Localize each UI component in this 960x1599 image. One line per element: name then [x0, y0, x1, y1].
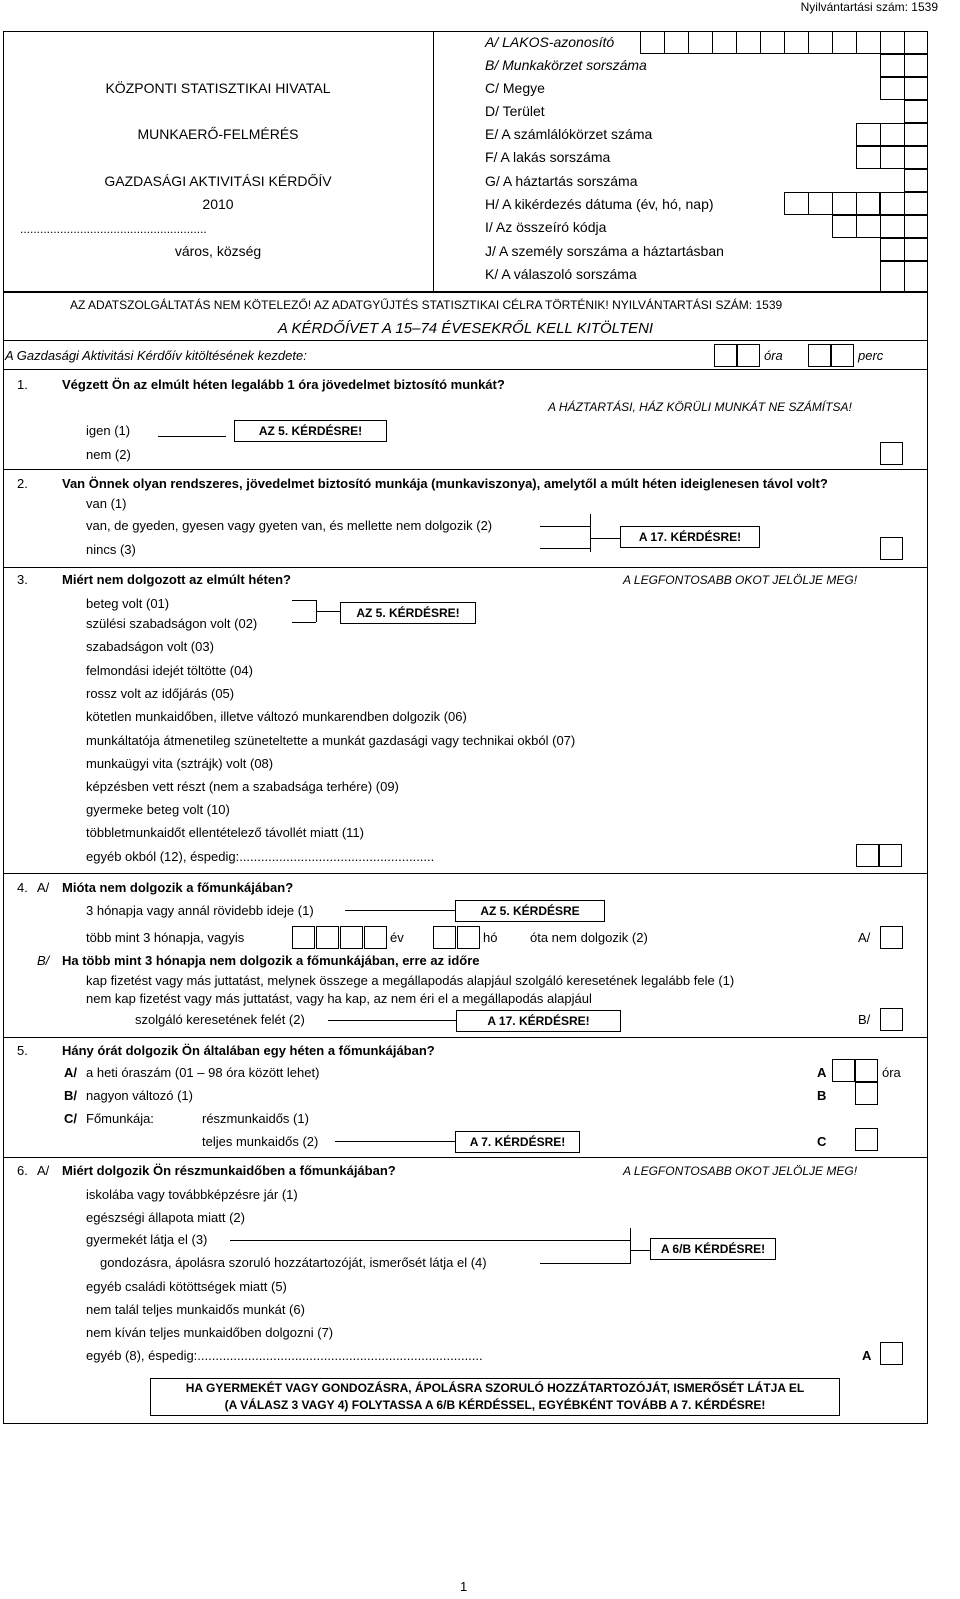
q5-code-a: A	[817, 1065, 827, 1080]
q5-option-c: Főmunkája:	[86, 1111, 154, 1126]
form-name: GAZDASÁGI AKTIVITÁSI KÉRDŐÍV	[104, 173, 332, 189]
q6-option-1: iskolába vagy továbbképzésre jár (1)	[86, 1187, 298, 1202]
q6-option-8: egyéb (8), éspedig:...............................................................................	[86, 1348, 483, 1363]
q3-jump: AZ 5. KÉRDÉSRE!	[340, 602, 476, 624]
id-f-label: F/ A lakás sorszáma	[485, 149, 611, 165]
q3-option-11: többletmunkaidőt ellentételező távollét miatt (11)	[86, 825, 364, 840]
q4-year-label: év	[390, 930, 404, 945]
q6-option-2: egészségi állapota miatt (2)	[86, 1210, 245, 1225]
q4-answer-box-a[interactable]	[880, 926, 903, 949]
q4-part-a: A/	[37, 880, 50, 895]
q4-answer-box-b[interactable]	[880, 1008, 903, 1031]
q6-option-3: gyermekét látja el (3)	[86, 1232, 208, 1247]
q5-option-c1: részmunkaidős (1)	[202, 1111, 309, 1126]
q5-number: 5.	[17, 1043, 28, 1058]
start-hour-box-2[interactable]	[737, 344, 760, 367]
q4-year-box-1[interactable]	[292, 926, 315, 949]
q5-code-b: B	[817, 1088, 827, 1103]
start-minute-box-2[interactable]	[831, 344, 854, 367]
q3-answer-box-1[interactable]	[856, 844, 879, 867]
id-g-label: G/ A háztartás sorszáma	[485, 173, 638, 189]
notice: AZ ADATSZOLGÁLTATÁS NEM KÖTELEZŐ! AZ ADATGYŰJTÉS STATISZTIKAI CÉLRA TÖRTÉNIK! NYILVÁNTARTÁSI SZÁM: 1539	[70, 298, 783, 312]
q3-option-06: kötetlen munkaidőben, illetve változó munkarendben dolgozik (06)	[86, 709, 467, 724]
org-name: KÖZPONTI STATISZTIKAI HIVATAL	[105, 80, 331, 96]
survey-name: MUNKAERŐ-FELMÉRÉS	[137, 126, 299, 142]
q4-year-box-4[interactable]	[364, 926, 387, 949]
q1-answer-box[interactable]	[880, 442, 903, 465]
q3-option-05: rossz volt az időjárás (05)	[86, 686, 235, 701]
id-i-label: I/ Az összeíró kódja	[485, 219, 607, 235]
footer-note-line-1: HA GYERMEKÉT VAGY GONDOZÁSRA, ÁPOLÁSRA SZORULÓ HOZZÁTARTOZÓJÁT, ISMERŐSÉT LÁTJA EL	[185, 1381, 805, 1395]
id-a-label: A/ LAKOS-azonosító	[485, 34, 615, 50]
q4-month-label: hó	[483, 930, 498, 945]
q5-text: Hány órát dolgozik Ön általában egy héten a főmunkájában?	[62, 1043, 435, 1058]
q6-option-5: egyéb családi kötöttségek miatt (5)	[86, 1279, 287, 1294]
start-hour-label: óra	[764, 348, 783, 363]
q6-code: A	[862, 1348, 872, 1363]
q6-option-6: nem talál teljes munkaidős munkát (6)	[86, 1302, 305, 1317]
q5-option-b: nagyon változó (1)	[86, 1088, 193, 1103]
q1-jump: AZ 5. KÉRDÉSRE!	[234, 420, 387, 442]
q3-option-07: munkáltatója átmenetileg szüneteltette a munkát gazdasági vagy technikai okból (07)	[86, 733, 576, 748]
q5-part-a: A/	[64, 1065, 77, 1080]
q4-b-option-1: kap fizetést vagy más juttatást, melynek összege a megállapodás alapjául szolgáló keresetének legalább fele (1)	[86, 973, 735, 988]
q6-part-a: A/	[37, 1163, 50, 1178]
q6-jump: A 6/B KÉRDÉSRE!	[650, 1238, 776, 1260]
q3-option-08: munkaügyi vita (sztrájk) volt (08)	[86, 756, 274, 771]
q5-option-a: a heti óraszám (01 – 98 óra között lehet)	[86, 1065, 320, 1080]
q6-option-7: nem kíván teljes munkaidőben dolgozni (7)	[86, 1325, 334, 1340]
q2-option-3: nincs (3)	[86, 542, 136, 557]
q2-option-1: van (1)	[86, 496, 127, 511]
q5-part-c: C/	[64, 1111, 77, 1126]
place-dots: ........................................................	[20, 222, 207, 236]
q3-text: Miért nem dolgozott az elmúlt héten?	[62, 572, 291, 587]
q4-jump-1: AZ 5. KÉRDÉSRE	[455, 900, 605, 922]
q1-text: Végzett Ön az elmúlt héten legalább 1 óra jövedelmet biztosító munkát?	[62, 377, 505, 392]
q4-b-option-2a: nem kap fizetést vagy más juttatást, vagy ha kap, az nem éri el a megállapodás alapjául	[86, 991, 592, 1006]
q4-year-box-2[interactable]	[316, 926, 339, 949]
q5-code-c: C	[817, 1134, 827, 1149]
q2-answer-box[interactable]	[880, 537, 903, 560]
page-number: 1	[460, 1579, 468, 1594]
q4-number: 4.	[17, 880, 28, 895]
q6-option-4: gondozásra, ápolásra szoruló hozzátartozóját, ismerősét látja el (4)	[100, 1255, 487, 1270]
q6-answer-box[interactable]	[880, 1342, 903, 1365]
id-c-label: C/ Megye	[485, 80, 545, 96]
age-note: A KÉRDŐÍVET A 15–74 ÉVESEKRŐL KELL KITÖLTENI	[277, 320, 654, 337]
form-year: 2010	[202, 196, 234, 212]
q3-number: 3.	[17, 572, 28, 587]
id-e-label: E/ A számlálókörzet száma	[485, 126, 653, 142]
q4-option-1: 3 hónapja vagy annál rövidebb ideje (1)	[86, 903, 314, 918]
q1-option-2: nem (2)	[86, 447, 131, 462]
q3-note: A LEGFONTOSABB OKOT JELÖLJE MEG!	[623, 573, 858, 587]
id-d-label: D/ Terület	[485, 103, 545, 119]
start-label: A Gazdasági Aktivitási Kérdőív kitöltésének kezdete:	[5, 348, 307, 363]
id-j-label: J/ A személy sorszáma a háztartásban	[485, 243, 724, 259]
q4-jump-2: A 17. KÉRDÉSRE!	[456, 1010, 621, 1032]
q5-hours-box-1[interactable]	[832, 1059, 855, 1082]
id-k-label: K/ A válaszoló sorszáma	[485, 266, 637, 282]
id-h-label: H/ A kikérdezés dátuma (év, hó, nap)	[485, 196, 714, 212]
q4-option-2: több mint 3 hónapja, vagyis	[86, 930, 245, 945]
q4-text-b: Ha több mint 3 hónapja nem dolgozik a főmunkájában, erre az időre	[62, 953, 480, 968]
start-hour-box-1[interactable]	[714, 344, 737, 367]
q5-jump: A 7. KÉRDÉSRE!	[455, 1131, 580, 1153]
q1-note: A HÁZTARTÁSI, HÁZ KÖRÜLI MUNKÁT NE SZÁMÍTSA!	[548, 400, 852, 414]
start-minute-box-1[interactable]	[808, 344, 831, 367]
q4-code-a: A/	[858, 930, 871, 945]
q3-option-10: gyermeke beteg volt (10)	[86, 802, 230, 817]
q4-part-b: B/	[37, 953, 50, 968]
q2-option-2: van, de gyeden, gyesen vagy gyeten van, és mellette nem dolgozik (2)	[86, 518, 493, 533]
q5-hours-box-2[interactable]	[855, 1059, 878, 1082]
q4-code-b: B/	[858, 1012, 871, 1027]
footer-note-line-2: (A VÁLASZ 3 VAGY 4) FOLYTASSA A 6/B KÉRDÉSSEL, EGYÉBKÉNT TOVÁBB A 7. KÉRDÉSRE!	[224, 1398, 766, 1412]
q5-answer-box-c[interactable]	[855, 1128, 878, 1151]
q3-option-01: beteg volt (01)	[86, 596, 170, 611]
q1-option-1: igen (1)	[86, 423, 131, 438]
q3-answer-box-2[interactable]	[879, 844, 902, 867]
q5-part-b: B/	[64, 1088, 77, 1103]
q1-number: 1.	[17, 377, 28, 392]
register-number: Nyilvántartási szám: 1539	[800, 0, 938, 14]
q5-answer-box-b[interactable]	[855, 1082, 878, 1105]
q4-since-text: óta nem dolgozik (2)	[530, 930, 648, 945]
q2-jump: A 17. KÉRDÉSRE!	[620, 526, 760, 548]
q3-option-09: képzésben vett részt (nem a szabadsága terhére) (09)	[86, 779, 399, 794]
place-label: város, község	[174, 243, 262, 259]
q3-option-12: egyéb okból (12), éspedig:......................................................	[86, 849, 435, 864]
id-b-label: B/ Munkakörzet sorszáma	[485, 57, 647, 73]
q5-hours-label: óra	[882, 1065, 901, 1080]
q6-note: A LEGFONTOSABB OKOT JELÖLJE MEG!	[623, 1164, 858, 1178]
q2-text: Van Önnek olyan rendszeres, jövedelmet biztosító munkája (munkaviszonya), amelytől a múlt héten ideiglenesen távol volt?	[62, 476, 828, 491]
q3-option-04: felmondási idejét töltötte (04)	[86, 663, 253, 678]
q3-option-02: szülési szabadságon volt (02)	[86, 616, 258, 631]
q6-number: 6.	[17, 1163, 28, 1178]
q4-month-box-2[interactable]	[457, 926, 480, 949]
start-minute-label: perc	[858, 348, 884, 363]
q3-option-03: szabadságon volt (03)	[86, 639, 214, 654]
q2-number: 2.	[17, 476, 28, 491]
q4-b-option-2b: szolgáló keresetének felét (2)	[135, 1012, 305, 1027]
q4-text: Mióta nem dolgozik a főmunkájában?	[62, 880, 294, 895]
q4-month-box-1[interactable]	[433, 926, 456, 949]
q5-option-c2: teljes munkaidős (2)	[202, 1134, 319, 1149]
q4-year-box-3[interactable]	[340, 926, 363, 949]
q6-text: Miért dolgozik Ön részmunkaidőben a főmunkájában?	[62, 1163, 396, 1178]
